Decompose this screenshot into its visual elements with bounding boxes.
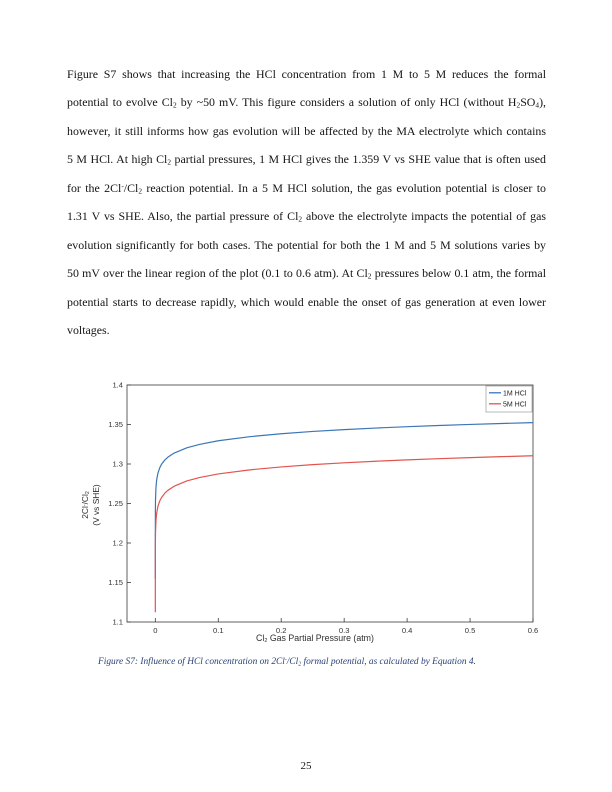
x-axis-label: $Cl_2$ Gas Partial Pressure (atm) (256, 633, 374, 645)
y-tick-label: 1.15 (108, 578, 123, 588)
y-tick-label: 1.25 (108, 499, 123, 509)
y-axis-label-line2: (V vs SHE) (91, 484, 101, 526)
x-tick-label: 0.6 (527, 626, 539, 635)
x-tick-label: 0.2 (275, 626, 287, 635)
legend-label: 5M HCl (503, 401, 527, 409)
x-tick-label: 0.5 (464, 626, 476, 635)
legend-label: 1M HCl (503, 390, 527, 398)
x-tick-label: 0.3 (338, 626, 350, 635)
x-tick-label: 0.4 (401, 626, 413, 635)
y-axis-label-line1: $2Cl^-/Cl_2$ (80, 491, 92, 519)
y-tick-label: 1.1 (112, 617, 123, 627)
plot-border (127, 385, 533, 622)
figure-caption: Figure S7: Influence of HCl concentration on $2Cl^-/Cl_2$ formal potential, as calculated by Equation 4. (98, 657, 476, 668)
y-tick-label: 1.3 (112, 459, 123, 469)
chart-line-1m-hcl (155, 423, 533, 579)
y-tick-label: 1.35 (108, 420, 123, 430)
paragraph-line: 1.31 V vs SHE. Also, the partial pressure of $Cl_2$ above the electrolyte impacts the potential of gas (67, 209, 546, 224)
y-tick-label: 1.4 (112, 380, 123, 390)
paragraph-line: potential starts to decrease rapidly, which would enable the onset of gas generation at even lower (67, 294, 546, 309)
chart-line-5m-hcl (155, 456, 533, 612)
paragraph-line: Figure S7 shows that increasing the HCl concentration from 1 M to 5 M reduces the formal (67, 67, 546, 81)
paragraph-line: evolution significantly for both cases. The potential for both the 1 M and 5 M solutions varies by (67, 237, 546, 252)
x-tick-label: 0 (153, 626, 158, 635)
paragraph-line: for the $2Cl^-/Cl_2$ reaction potential. In a 5 M HCl solution, the gas evolution potential is closer to (67, 180, 546, 196)
figure-chart (75, 375, 555, 655)
paragraph-line: 5 M HCl. At high $Cl_2$ partial pressures, 1 M HCl gives the 1.359 V vs SHE value that is often used (67, 152, 546, 167)
paragraph-line: 50 mV over the linear region of the plot (0.1 to 0.6 atm). At $Cl_2$ pressures below 0.1 atm, the formal (67, 266, 547, 281)
x-tick-label: 0.1 (212, 626, 224, 635)
page-number: 25 (300, 760, 312, 772)
figure-s7 (75, 375, 555, 655)
paragraph-line: voltages. (67, 323, 110, 338)
y-tick-label: 1.2 (112, 538, 123, 548)
body-paragraph (67, 60, 546, 345)
paragraph-line: potential to evolve $Cl_2$ by ~50 mV. This figure considers a solution of only HCl (without $H_2SO_4$), (67, 95, 547, 111)
paragraph-line: however, it still informs how gas evolution will be affected by the MA electrolyte which contains (67, 123, 546, 138)
